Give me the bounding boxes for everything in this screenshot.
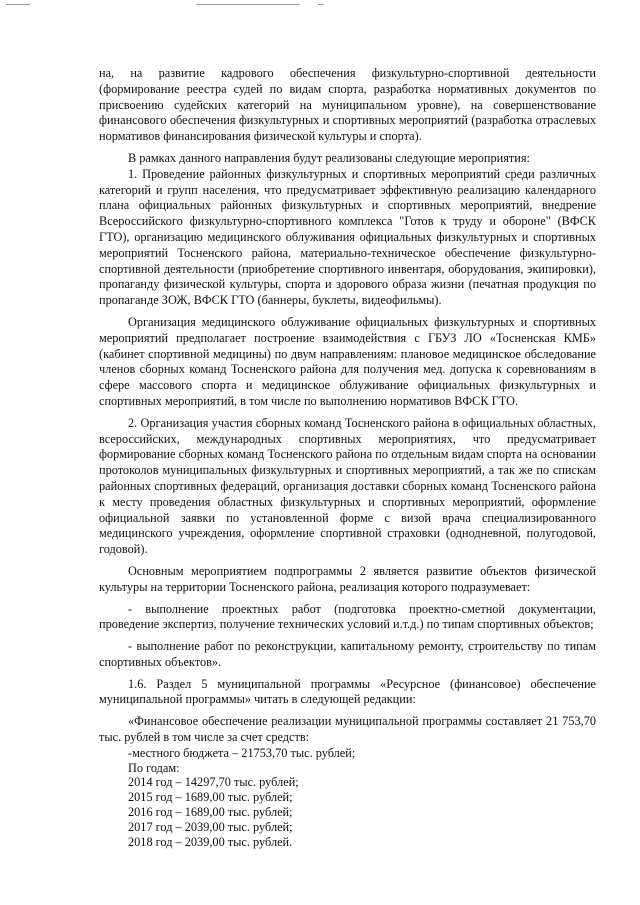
paragraph-item-2: 2. Организация участия сборных команд Тосненского района в официальных областных, всероссийских, международных спортивных мероприятиях, что предусматривает формирование сборных команд Тосненского района по отдельным видам спорта на основании протоколов муниципальных физкультурных и спортивных мероприятий, а так же по спискам районных спортивных федераций, организация доставки сборных команд Тосненского района к месту проведения областных физкультурных и спортивных мероприятий, оформление официальной заявки по установленной форме с визой врача специализированного медицинского учреждения, оформление спортивной страховки (однодневной, полугодовой, годовой). [99,415,596,557]
line-year-2015: 2015 год – 1689,00 тыс. рублей; [128,790,293,805]
paragraph-intro-measures: В рамках данного направления будут реализованы следующие мероприятия: [128,150,530,165]
line-local-budget: -местного бюджета – 21753,70 тыс. рублей; [128,745,356,760]
paragraph-item-1: 1. Проведение районных физкультурных и спортивных мероприятий среди различных категорий и групп населения, что предусматривает эффективную реализацию календарного плана официальных районных физкультурных и спортивных мероприятий, внедрение Всероссийского физкультурно-спортивного комплекса "Готов к труду и обороне" (ВФСК ГТО), организацию медицинского облуживания официальных физкультурных и спортивных мероприятий Тосненского района, материально-техническое обеспечение физкультурно-спортивной деятельности (приобретение спортивного инвентаря, оборудования, экипировки), пропаганду физической культуры, спорта и здорового образа жизни (печатная продукция по пропаганде ЗОЖ, ВФСК ГТО (баннеры, буклеты, видеофильмы). [99,166,596,308]
document-body [99,66,596,849]
paragraph-bullet-design: - выполнение проектных работ (подготовка проектно-сметной документации, проведение экспертиз, получение технических условий и.т.д.) по типам спортивных объектов; [99,601,596,632]
paragraph-financing-total: «Финансовое обеспечение реализации муниципальной программы составляет 21 753,70 тыс. рублей в том числе за счет средств: [99,714,596,745]
paragraph-bullet-works: - выполнение работ по реконструкции, капитальному ремонту, строительству по типам спортивных объектов». [99,639,596,669]
scan-artifact-line-left [6,4,30,5]
line-year-2018: 2018 год – 2039,00 тыс. рублей. [128,834,293,849]
line-year-2017: 2017 год – 2039,00 тыс. рублей; [128,819,293,834]
scan-artifact-line-right [318,4,324,5]
paragraph-section-5: 1.6. Раздел 5 муниципальной программы «Ресурсное (финансовое) обеспечение муниципальной программы» читать в следующей редакции: [99,676,596,707]
scan-artifact-line-mid [196,4,300,5]
line-by-years: По годам: [128,760,180,775]
paragraph-medical-service: Организация медицинского облуживание официальных физкультурных и спортивных мероприятий предполагает построение взаимодействия с ГБУЗ ЛО «Тосненская КМБ» (кабинет спортивной медицины) по двум направлениям: плановое медицинское обследование членов сборных команд Тосненского района для получения мед. допуска к соревнованиям в сфере массового спорта и медицинское облуживание официальных физкультурных и спортивных мероприятий, в том числе по выполнению нормативов ВФСК ГТО. [99,314,596,408]
paragraph-subprogram-2: Основным мероприятием подпрограммы 2 является развитие объектов физической культуры на территории Тосненского района, реализация которого подразумевает: [99,563,596,594]
line-year-2016: 2016 год – 1689,00 тыс. рублей; [128,805,293,820]
paragraph-continuation: на, на развитие кадрового обеспечения физкультурно-спортивной деятельности (формирование реестра судей по видам спорта, разработка нормативных документов по присвоению судейских категорий на муниципальном уровне), на совершенствование финансового обеспечения физкультурных и спортивных мероприятий (разработка отраслевых нормативов финансирования физической культуры и спорта). [99,66,596,144]
line-year-2014: 2014 год – 14297,70 тыс. рублей; [128,775,299,790]
